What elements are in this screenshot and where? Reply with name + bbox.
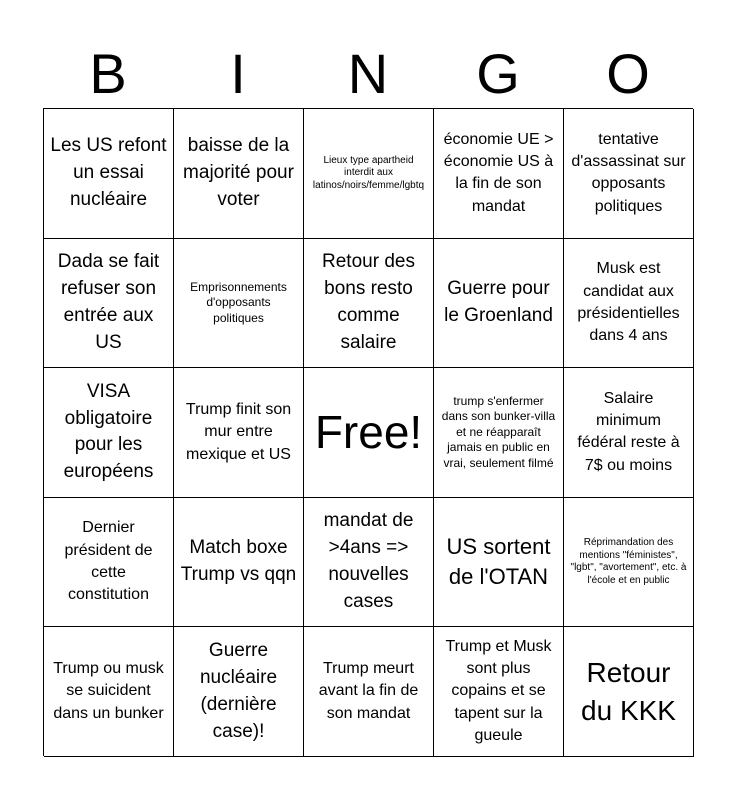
bingo-cell-r2-c4[interactable]: [434, 239, 564, 369]
cell-text: Match boxe Trump vs qqn: [180, 537, 297, 586]
bingo-cell-r4-c5[interactable]: [564, 498, 694, 628]
cell-text: Guerre pour le Groenland: [444, 277, 553, 326]
cell-text: baisse de la majorité pour voter: [183, 134, 294, 210]
cell-text: Emprisonnements d'opposants politiques: [190, 279, 287, 325]
cell-text: Dernier président de cette constitution: [64, 519, 153, 604]
bingo-cell-r3-c5[interactable]: [564, 368, 694, 498]
bingo-cell-r1-c2[interactable]: [174, 109, 304, 239]
cell-text: mandat de >4ans => nouvelles cases: [323, 510, 414, 613]
cell-text: trump s'enfermer dans son bunker-villa et ne réapparaît jamais en public en vrai, seulement filmé: [441, 393, 556, 470]
title-letter-g: G: [476, 42, 520, 105]
cell-text: Trump ou musk se suicident dans un bunker: [53, 660, 164, 722]
cell-text: économie UE > économie US à la fin de son mandat: [443, 130, 554, 215]
bingo-cell-r2-c5[interactable]: [564, 239, 694, 369]
cell-text: Trump meurt avant la fin de son mandat: [318, 660, 419, 722]
cell-text: Retour des bons resto comme salaire: [322, 250, 415, 353]
bingo-cell-r3-c4[interactable]: [434, 368, 564, 498]
cell-text: tentative d'assassinat sur opposants politiques: [571, 130, 686, 215]
title-letter-b: B: [89, 42, 127, 105]
cell-text: Trump et Musk sont plus copains et se tapent sur la gueule: [445, 637, 552, 745]
title-letter-n: N: [347, 42, 389, 105]
bingo-cell-r2-c2[interactable]: [174, 239, 304, 369]
bingo-cell-r1-c1[interactable]: [44, 109, 174, 239]
bingo-cell-r4-c2[interactable]: [174, 498, 304, 628]
cell-text: Musk est candidat aux présidentielles dans 4 ans: [577, 260, 680, 345]
bingo-cell-r5-c5[interactable]: [564, 627, 694, 757]
cell-text: Guerre nucléaire (dernière case)!: [199, 639, 278, 742]
cell-text: Réprimandation des mentions "féministes", "lgbt", "avortement", etc. à l'école et en public: [570, 537, 687, 586]
bingo-cell-r2-c1[interactable]: [44, 239, 174, 369]
bingo-cell-r3-c2[interactable]: [174, 368, 304, 498]
bingo-cell-r4-c3[interactable]: [304, 498, 434, 628]
bingo-cell-r5-c1[interactable]: [44, 627, 174, 757]
bingo-cell-r4-c1[interactable]: [44, 498, 174, 628]
free-space[interactable]: [304, 368, 434, 498]
bingo-cell-r1-c4[interactable]: [434, 109, 564, 239]
cell-text: US sortent de l'OTAN: [446, 534, 551, 590]
title-letter-i: I: [230, 42, 246, 105]
bingo-cell-r4-c4[interactable]: [434, 498, 564, 628]
bingo-cell-r3-c1[interactable]: [44, 368, 174, 498]
cell-text: VISA obligatoire pour les européens: [63, 380, 154, 483]
title-letter-o: O: [606, 42, 650, 105]
free-space-label: Free!: [314, 406, 423, 459]
bingo-cell-r5-c4[interactable]: [434, 627, 564, 757]
bingo-cell-r1-c5[interactable]: [564, 109, 694, 239]
cell-text: Lieux type apartheid interdit aux latinos/noirs/femme/lgbtq: [312, 154, 425, 191]
bingo-cell-r5-c3[interactable]: [304, 627, 434, 757]
cell-text: Retour du KKK: [581, 656, 676, 726]
cell-text: Les US refont un essai nucléaire: [50, 134, 167, 210]
cell-text: Trump finit son mur entre mexique et US: [185, 400, 292, 463]
bingo-cell-r1-c3[interactable]: [304, 109, 434, 239]
cell-text: Salaire minimum fédéral reste à 7$ ou moins: [577, 389, 680, 474]
bingo-cell-r2-c3[interactable]: [304, 239, 434, 369]
bingo-title: [43, 40, 693, 108]
cell-text: Dada se fait refuser son entrée aux US: [57, 250, 160, 353]
bingo-grid: [43, 108, 693, 756]
bingo-cell-r5-c2[interactable]: [174, 627, 304, 757]
